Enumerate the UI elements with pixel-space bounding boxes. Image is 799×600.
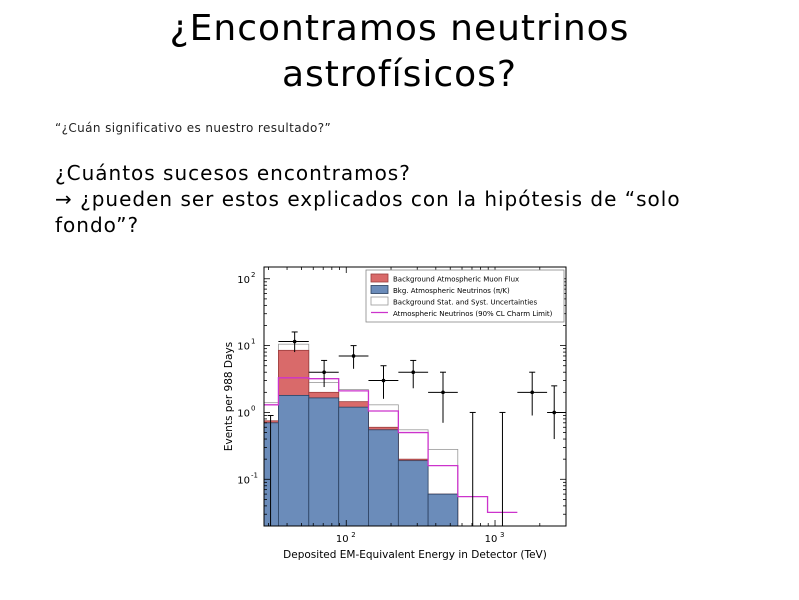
y-tick-label-2: 10 (237, 341, 250, 353)
y-tick-exp-1: 0 (251, 404, 256, 413)
legend-label-3: Atmospheric Neutrinos (90% CL Charm Limit) (393, 310, 553, 318)
legend-label-0: Background Atmospheric Muon Flux (393, 275, 520, 284)
x-tick-exp-0: 2 (351, 531, 356, 539)
x-tick-exp-1: 3 (500, 531, 505, 539)
y-tick-exp-3: 2 (251, 270, 256, 279)
atm-neutrino-bar-6 (428, 494, 458, 528)
atm-neutrino-bar-2 (309, 398, 339, 528)
slide-title (0, 6, 799, 98)
y-tick-exp-2: 1 (251, 337, 256, 346)
legend-swatch-2 (371, 297, 388, 305)
slide-title-line-1: ¿Encontramos neutrinos (169, 8, 630, 49)
event-energy-chart (215, 262, 575, 562)
x-tick-label-1: 10 (484, 534, 498, 545)
y-axis-label: Events per 988 Days (223, 341, 235, 452)
y-tick-exp-0: -1 (251, 471, 258, 480)
data-point-1 (293, 340, 297, 344)
significance-quote: “¿Cuán significativo es nuestro resultado?” (55, 121, 332, 135)
data-point-6 (441, 391, 445, 395)
legend-swatch-1 (371, 286, 388, 294)
atm-neutrino-bar-4 (368, 430, 398, 528)
data-point-2 (322, 370, 326, 374)
slide-body (55, 160, 755, 238)
data-point-4 (382, 379, 386, 383)
data-point-3 (352, 354, 356, 358)
data-point-10 (552, 411, 556, 415)
plot-area (264, 332, 566, 528)
body-line-2: → ¿pueden ser estos explicados con la hipótesis de “solo (55, 187, 681, 211)
atm-neutrino-bar-3 (339, 407, 369, 528)
legend-swatch-0 (371, 274, 388, 282)
body-line-1: ¿Cuántos sucesos encontramos? (55, 161, 411, 185)
legend-label-2: Background Stat. and Syst. Uncertainties (393, 298, 538, 307)
x-axis-label: Deposited EM-Equivalent Energy in Detector (TeV) (283, 549, 547, 561)
atm-neutrino-bar-1 (278, 395, 308, 528)
atm-neutrino-bar-0 (264, 423, 278, 528)
data-point-5 (411, 370, 415, 374)
legend-label-1: Bkg. Atmospheric Neutrinos (π/K) (393, 287, 510, 295)
y-tick-label-3: 10 (237, 274, 250, 286)
y-tick-label-1: 10 (237, 408, 250, 420)
y-tick-label-0: 10 (237, 475, 250, 487)
slide-title-line-2: astrofísicos? (281, 54, 518, 95)
body-line-3: fondo”? (55, 213, 140, 237)
atm-neutrino-bar-5 (398, 461, 428, 528)
data-point-9 (530, 391, 534, 395)
x-tick-label-0: 10 (335, 534, 349, 545)
